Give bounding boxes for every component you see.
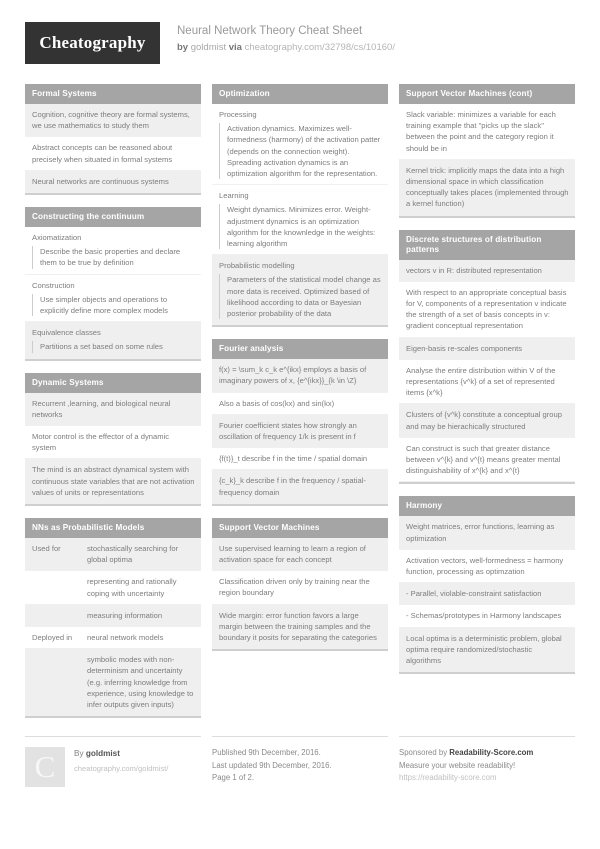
content-row: Cognition, cognitive theory are formal systems, we use mathematics to study them [25,104,201,137]
footer-sponsor-column [399,736,575,787]
table-row [25,605,201,627]
sheet-column [212,84,388,663]
by-label: by [177,42,189,53]
section-header: Discrete structures of distribution patterns [399,230,575,260]
sheet-section [399,230,575,485]
section-header: NNs as Probabilistic Models [25,518,201,538]
sheet-section [212,518,388,651]
content-row: - Schemas/prototypes in Harmony landscapes [399,605,575,627]
table-row-key [25,571,83,603]
table-row [25,571,201,604]
term-row: Axiomatization [25,227,201,245]
definition-row [212,273,388,325]
term-row: Processing [212,104,388,122]
content-row: Fourier coefficient states how strongly an oscillation of frequency 1/k is present in f [212,415,388,448]
definition-text: Describe the basic properties and declare them to be true by definition [32,246,195,268]
term-row: Learning [212,185,388,203]
table-row-key: Used for [32,544,61,554]
footer-by-label: By [74,749,84,759]
footer-author-name[interactable]: goldmist [85,749,120,759]
sheet-section [25,518,201,718]
sheet-section [25,207,201,361]
footer-publish-column [212,736,388,787]
content-row: Local optima is a deterministic problem, global optima require randomized/stochastic algorithms [399,628,575,673]
term-row: Equivalence classes [25,322,201,340]
definition-text: Parameters of the statistical model change as more data is received. Optimized based of likelihood according to data or Bayesian posterior probability of the data [219,274,382,319]
definition-text: Weight dynamics. Minimizes error. Weight-adjustment dynamics is an optimization algorithm for the knownledge in the weights: learning algorithm [219,204,382,249]
updated-date: Last updated 9th December, 2016. [212,760,332,770]
definition-row [25,340,201,358]
sheet-column [25,84,201,730]
table-row [25,538,201,571]
sheet-column [399,84,575,686]
content-row: Neural networks are continuous systems [25,171,201,193]
term-row: Construction [25,275,201,293]
sheet-section [25,373,201,506]
sheet-section [25,84,201,195]
section-header: Harmony [399,496,575,516]
content-row: Abstract concepts can be reasoned about precisely when situated in formal systems [25,137,201,170]
section-header: Fourier analysis [212,339,388,359]
table-row-value: neural network models [87,633,164,643]
content-row: Analyse the entire distribution within V of the representations {v^k} of a set of represented items {x^k} [399,360,575,405]
content-row: Slack variable: minimizes a variable for each training example that "picks up the slack" between the point and the category region it should be in [399,104,575,160]
published-date: Published 9th December, 2016. [212,748,321,758]
content-row: - Parallel, violable-constraint satisfaction [399,583,575,605]
definition-text: Activation dynamics. Maximizes well-formedness (harmony) of the activation patter (depends on the connection weight). Spreading activation dynamics is an optimization algorithm for the representation. [219,123,382,179]
sponsor-prefix: Sponsored by [399,748,448,758]
content-row: Motor control is the effector of a dynamic system [25,426,201,459]
page-header [25,22,575,68]
content-row: With respect to an appropriate conceptual basis for V, components of a representation v indicate the strength of a set of basis concepts in v: gradient conceptual representation [399,282,575,338]
table-row-value: measuring information [87,610,163,620]
sheet-columns [25,84,575,730]
section-header: Support Vector Machines [212,518,388,538]
definition-row [212,203,388,255]
sheet-section [212,339,388,506]
author-block [25,747,201,787]
logo-text: Cheatography [39,33,146,52]
table-row-key [25,649,83,715]
page-number: Page 1 of 2. [212,773,255,783]
content-row: Activation vectors, well-formedness = harmony function, processing as optimzation [399,550,575,583]
table-row [25,649,201,716]
content-row: f(x) = \sum_k c_k e^{ikx} employs a basis of imaginary powers of x, {e^{ikx}}_{k \in \Z} [212,359,388,392]
avatar: C [25,747,65,787]
section-header: Formal Systems [25,84,201,104]
content-row: {f(t)}_t describe f in the time / spatial domain [212,448,388,470]
definition-row [25,245,201,274]
table-row-key: Deployed in [32,633,73,643]
sheet-section [399,84,575,218]
byline-author[interactable]: goldmist [190,42,227,53]
definition-text: Use simpler objects and operations to explicitly define more complex models [32,294,195,316]
page-footer [25,736,575,787]
content-row: {c_k}_k describe f in the frequency / spatial-frequency domain [212,470,388,503]
content-row: Recurrent ,learning, and biological neural networks [25,393,201,426]
section-header: Dynamic Systems [25,373,201,393]
cheatography-logo[interactable] [25,22,160,64]
definition-text: Partitions a set based on some rules [32,341,195,352]
author-info [74,747,168,775]
table-row-value: stochastically searching for global optima [87,544,179,565]
content-row: Classification driven only by training near the region boundary [212,571,388,604]
sheet-section [399,496,575,674]
content-row: The mind is an abstract dynamical system with continuous state variables that are not activation values of units or representations [25,459,201,504]
definition-row [25,293,201,322]
section-header: Constructing the continuum [25,207,201,227]
sponsor-name[interactable]: Readability-Score.com [449,748,534,758]
content-row: Kernel trick: implicitly maps the data into a high dimensional space in which classification conceptually takes places (implemented through a kernel function) [399,160,575,216]
content-row: Weight matrices, error functions, learning as optimization [399,516,575,549]
section-header: Optimization [212,84,388,104]
sheet-section [212,84,388,327]
sponsor-line [399,747,575,760]
content-row: Wide margin: error function favors a large margin between the training samples and the boundary it posits for separating the categories [212,605,388,650]
table-row-value: representing and rationally coping with uncertainty [87,577,177,598]
byline [177,41,395,55]
content-row: Also a basis of cos(kx) and sin(kx) [212,393,388,415]
table-row-value: symbolic modes with non-determinism and uncertainty (e.g. inferring knowledge from experience, using knowledge to infer outputs given inputs) [87,655,194,710]
content-row: Use supervised learning to learn a region of activation space for each concept [212,538,388,571]
content-row: Eigen-basis re-scales components [399,338,575,360]
content-row: Can construct is such that greater distance between v^{k} and v^{t} means greater mental distinguishability of x^{k} and x^{t} [399,438,575,483]
header-text-block [177,22,395,55]
term-row: Probabilistic modelling [212,255,388,273]
table-row [25,627,201,649]
source-link[interactable]: cheatography.com/32798/cs/10160/ [244,42,395,53]
footer-author-column [25,736,201,787]
author-profile-url[interactable]: cheatography.com/goldmist/ [74,764,169,774]
author-by-line [74,748,168,760]
sponsor-tagline: Measure your website readability! [399,760,516,770]
section-header: Support Vector Machines (cont) [399,84,575,104]
sponsor-url[interactable]: https://readability-score.com [399,773,497,783]
table-row-key [25,605,83,626]
content-row: Clusters of {v^k} constitute a conceptual group and may be hierachically structured [399,404,575,437]
via-label: via [228,42,242,53]
page-title: Neural Network Theory Cheat Sheet [177,25,363,37]
content-row: vectors v in R: distributed representation [399,260,575,282]
definition-row [212,122,388,185]
